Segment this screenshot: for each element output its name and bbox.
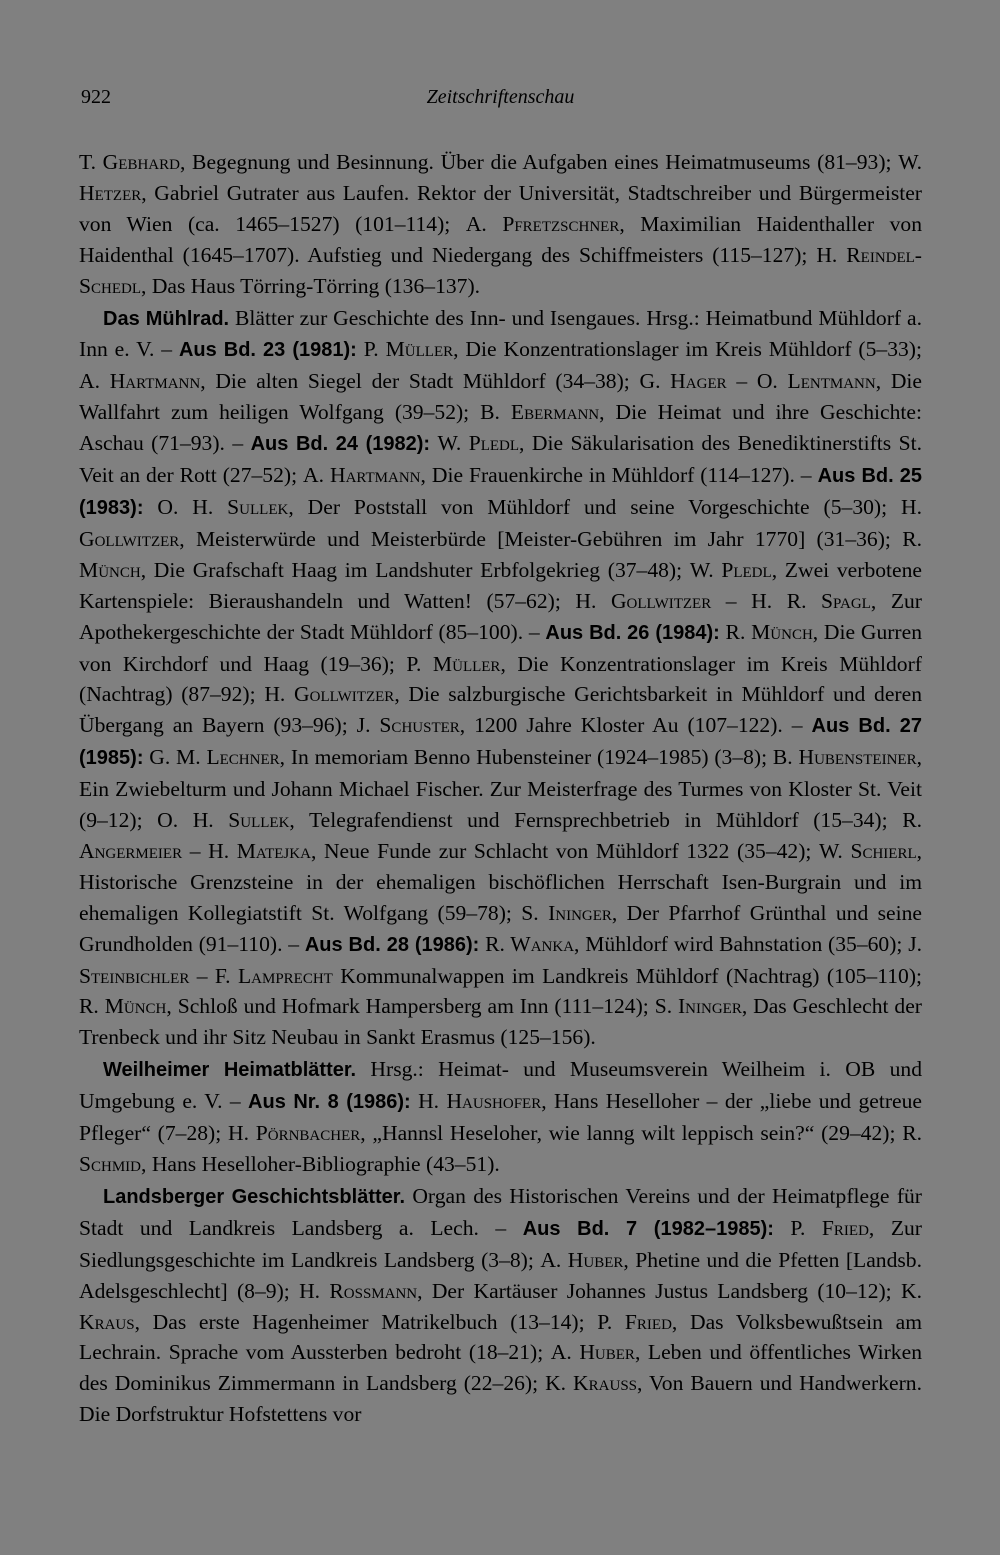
citation-text: , Historische Grenzsteine in der ehemaligen bischöflichen Herrschaft Isen-Burgrain und im ehemaligen Kollegiatstift St. Wolfgang (59–78); <box>79 838 923 925</box>
citation-text: Kommunalwappen im Landkreis Mühldorf (Nachtrag) (105–110); <box>332 963 923 988</box>
page-header <box>79 80 922 120</box>
volume-reference: Aus Bd. 28 (1986): <box>304 933 480 956</box>
author-name: H. Matejka <box>208 838 311 863</box>
author-name: H. Gollwitzer <box>264 682 395 707</box>
citation-text: , Maximilian Haidenthaller von Haidenthal (1645–1707). Aufstieg und Niedergang des Schiffmeisters (115–127); <box>79 211 922 267</box>
citation-text: , Leben und öffentliches Wirken des Dominikus Zimmermann in Landsberg (22–26); <box>79 1340 922 1396</box>
author-name: P. Fried <box>790 1215 869 1240</box>
journal-title: Das Mühlrad. <box>103 307 230 330</box>
volume-reference: Aus Bd. 27 (1985): <box>79 715 922 770</box>
volume-reference: Aus Bd. 26 (1984): <box>545 621 720 644</box>
author-name: O. H. Sullek <box>157 494 289 519</box>
author-name: R. Münch <box>79 526 922 582</box>
citation-text: , Die Gurren von Kirchdorf und Haag (19–36); <box>79 619 922 676</box>
author-name: A. Huber <box>550 1340 635 1365</box>
citation-text: – <box>189 963 215 988</box>
citation-text: , Die salzburgische Gerichtsbarkeit in Mühldorf und deren Übergang an Bayern (93–96); <box>79 682 923 738</box>
page-number: 922 <box>81 86 111 108</box>
paragraph <box>79 1181 922 1430</box>
citation-text: , Die Säkularisation des Benediktinerstifts St. Veit an der Rott (27–52); <box>79 431 922 488</box>
paragraph <box>79 303 922 1054</box>
author-name: K. Krauss <box>545 1371 637 1396</box>
author-name: A. Hartmann <box>79 369 201 394</box>
author-name: S. Ininger <box>654 994 742 1019</box>
citation-text: , Die Wallfahrt zum heiligen Wolfgang (39–52); <box>79 369 922 425</box>
citation-text: , Das erste Hagenheimer Matrikelbuch (13–14); <box>134 1309 598 1334</box>
citation-text: Blätter zur Geschichte des Inn- und Isengaues. Hrsg.: Heimatbund Mühldorf a. Inn e. V. – <box>79 305 922 362</box>
paragraph <box>79 147 922 302</box>
citation-text: , In memoriam Benno Hubensteiner (1924–1985) (3–8); <box>279 745 773 770</box>
citation-text: , Das Geschlecht der Trenbeck und ihr Sitz Neubau in Sankt Erasmus (125–156). <box>79 994 922 1050</box>
author-name: G. Hager <box>639 369 727 394</box>
citation-text: , Zur Siedlungsgeschichte im Landkreis Landsberg (3–8); <box>79 1215 922 1272</box>
citation-text: , Das Volksbewußtsein am Lechrain. Sprache vom Aussterben bedroht (18–21); <box>79 1309 922 1365</box>
author-name: H. Reindel-Schedl <box>79 242 922 298</box>
citation-text <box>411 1089 418 1113</box>
author-name: P. Müller <box>406 651 501 676</box>
citation-text: – <box>726 369 757 394</box>
author-name: O. Lentmann <box>756 369 876 394</box>
author-name: A. Pfretzschner <box>465 211 620 236</box>
citation-text: , Zur Apothekergeschichte der Stadt Mühldorf (85–100). – <box>79 588 922 644</box>
author-name: B. Ebermann <box>480 400 600 425</box>
citation-text: , Schloß und Hofmark Hampersberg am Inn (111–124); <box>166 994 655 1019</box>
author-name: R. Wanka <box>485 931 575 956</box>
citation-text: , 1200 Jahre Kloster Au (107–122). – <box>459 713 812 738</box>
author-name: W. Pledl <box>437 431 520 456</box>
citation-text: , Die alten Siegel der Stadt Mühldorf (34–38); <box>200 369 640 394</box>
author-name: A. Huber <box>540 1247 624 1272</box>
citation-text: , Telegrafendienst und Fernsprechbetrieb in Mühldorf (15–34); <box>289 808 903 833</box>
author-name: H. Gollwitzer <box>79 494 923 551</box>
citation-text: , Die Konzentrationslager im Kreis Mühldorf (5–33); <box>453 337 922 362</box>
citation-text: , Neue Funde zur Schlacht von Mühldorf 1322 (35–42); <box>310 838 820 863</box>
author-name: G. M. Lechner <box>149 745 280 770</box>
author-name: W. Pledl <box>689 557 772 582</box>
author-name: P. Fried <box>597 1309 672 1334</box>
citation-text: , Gabriel Gutrater aus Laufen. Rektor der Universität, Stadtschreiber und Bürgermeister von Wien (ca. 1465–1527) (101–114); <box>79 180 922 236</box>
author-name: H. Haushofer <box>418 1089 542 1114</box>
citation-text: , „Hannsl Heseloher, wie lanng wilt leppisch sein?“ (29–42); <box>360 1121 903 1146</box>
author-name: W. Hetzer <box>79 150 922 205</box>
citation-text: , Die Konzentrationslager im Kreis Mühldorf (Nachtrag) (87–92); <box>79 651 922 707</box>
citation-text: , Hans Heselloher – der „liebe und getreue Pfleger“ (7–28); <box>79 1089 922 1146</box>
volume-reference: Aus Nr. 8 (1986): <box>248 1091 411 1114</box>
author-name: R. Schmid <box>79 1121 922 1176</box>
author-name: H. Pörnbacher <box>228 1121 361 1146</box>
citation-text: Organ des Historischen Vereins und der Heimatpflege für Stadt und Landkreis Landsberg a. Lech. – <box>79 1183 922 1240</box>
body-text <box>79 147 922 1430</box>
citation-text: , Der Kartäuser Johannes Justus Landsberg (10–12); <box>417 1278 901 1303</box>
volume-reference: Aus Bd. 23 (1981): <box>178 339 357 362</box>
citation-text: , Der Pfarrhof Grünthal und seine Grundholden (91–110). – <box>79 900 922 956</box>
author-name: S. Ininger <box>521 900 612 925</box>
citation-text: , Zwei verbotene Kartenspiele: Bieraushandeln und Watten! (57–62); <box>79 557 922 613</box>
citation-text <box>774 1216 791 1240</box>
author-name: H. Rossmann <box>299 1278 418 1303</box>
citation-text: , Meisterwürde und Meisterbürde [Meister-Gebühren im Jahr 1770] (31–36); <box>179 526 903 551</box>
journal-title: Landsberger Geschichtsblätter. <box>103 1185 406 1208</box>
author-name: J. Steinbichler <box>79 931 922 988</box>
author-name: A. Hartmann <box>303 463 421 488</box>
citation-text: , Von Bauern und Handwerkern. Die Dorfstruktur Hofstettens vor <box>79 1371 922 1427</box>
citation-text: , Begegnung und Besinnung. Über die Aufgaben eines Heimatmuseums (81–93); <box>179 150 899 174</box>
author-name: B. Hubensteiner <box>772 745 917 770</box>
citation-text: , Ein Zwiebelturm und Johann Michael Fischer. Zur Meisterfrage des Turmes von Kloster St. Veit (9–12); <box>79 745 922 833</box>
running-title: Zeitschriftenschau <box>426 86 575 108</box>
citation-text: , Phetine und die Pfetten [Landsb. Adelsgeschlecht] (8–9); <box>79 1247 922 1303</box>
citation-text: , Hans Heselloher-Bibliographie (43–51). <box>141 1152 500 1176</box>
author-name: R. Münch <box>79 994 167 1019</box>
author-name: P. Müller <box>363 337 454 362</box>
citation-text: , Das Haus Törring-Törring (136–137). <box>141 273 481 298</box>
citation-text: – <box>182 838 209 863</box>
author-name: O. H. Sullek <box>157 808 290 833</box>
citation-text <box>143 495 157 519</box>
author-name: H. Gollwitzer <box>575 588 712 613</box>
citation-text <box>357 337 364 361</box>
journal-title: Weilheimer Heimatblätter. <box>103 1059 357 1082</box>
citation-text: Hrsg.: Heimat- und Museumsverein Weilheim i. OB und Umgebung e. V. – <box>79 1057 922 1114</box>
volume-reference: Aus Bd. 25 (1983): <box>79 465 923 519</box>
volume-reference: Aus Bd. 7 (1982–1985): <box>522 1217 774 1240</box>
citation-text: , Der Poststall von Mühldorf und seine Vorgeschichte (5–30); <box>288 494 902 519</box>
author-name: K. Kraus <box>79 1278 922 1334</box>
author-name: F. Lamprecht <box>214 963 333 988</box>
author-name: W. Schierl <box>819 838 917 863</box>
author-name: J. Schuster <box>356 713 460 738</box>
citation-text: – <box>711 588 752 613</box>
paragraph <box>79 1054 922 1180</box>
citation-text: , Die Grafschaft Haag im Landshuter Erbfolgekrieg (37–48); <box>140 557 690 582</box>
author-name: R. Angermeier <box>79 808 922 863</box>
volume-reference: Aus Bd. 24 (1982): <box>250 433 431 456</box>
author-name: T. Gebhard <box>79 150 180 174</box>
author-name: R. Münch <box>725 619 813 644</box>
citation-text: , Mühldorf wird Bahnstation (35–60); <box>574 931 909 956</box>
citation-text: , Die Heimat und ihre Geschichte: Aschau (71–93). – <box>79 400 922 456</box>
author-name: H. R. Spagl <box>751 588 871 613</box>
citation-text: , Die Frauenkirche in Mühldorf (114–127). – <box>420 463 818 488</box>
